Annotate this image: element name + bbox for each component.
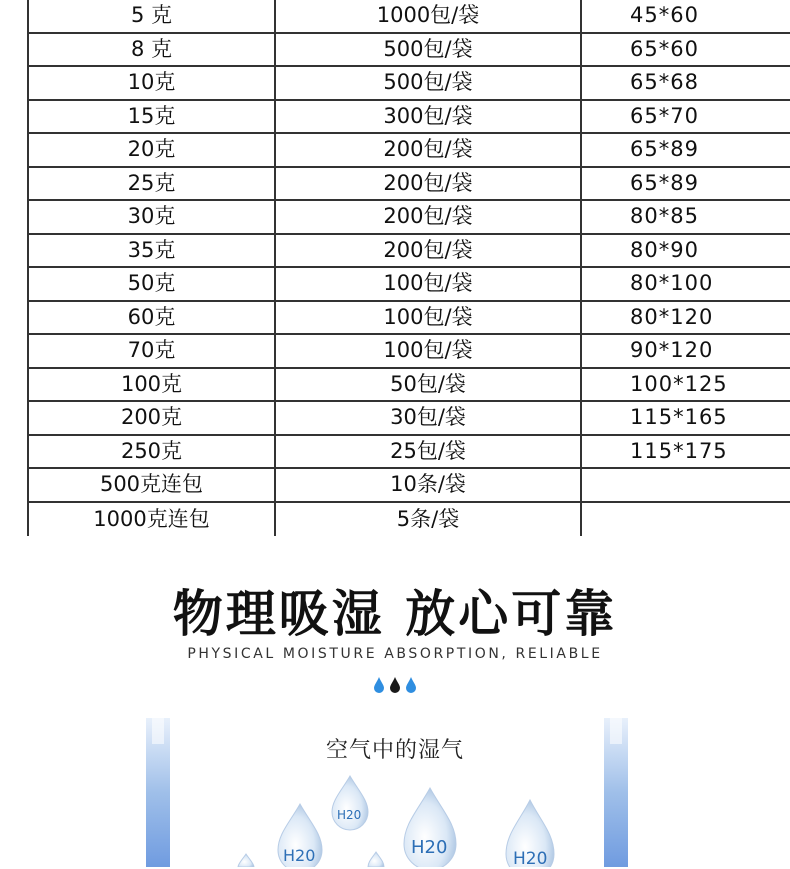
drop-label: H20 bbox=[411, 837, 448, 858]
weight-cell: 10克 bbox=[28, 66, 275, 100]
weight-cell: 5 克 bbox=[28, 0, 275, 33]
pack-count-cell: 100包/袋 bbox=[275, 301, 581, 335]
pack-count-cell: 200包/袋 bbox=[275, 234, 581, 268]
weight-cell: 500克连包 bbox=[28, 468, 275, 502]
pack-count-cell: 50包/袋 bbox=[275, 368, 581, 402]
pack-count-cell: 100包/袋 bbox=[275, 267, 581, 301]
table-row bbox=[28, 100, 790, 134]
pack-count-cell: 30包/袋 bbox=[275, 401, 581, 435]
drop-icons-row bbox=[372, 674, 418, 694]
size-cell: 115*175 bbox=[581, 435, 790, 469]
size-cell: 80*90 bbox=[581, 234, 790, 268]
size-cell: 45*60 bbox=[581, 0, 790, 33]
section-headline: 物理吸湿 放心可靠 bbox=[172, 585, 618, 643]
pack-count-cell: 200包/袋 bbox=[275, 200, 581, 234]
weight-cell: 200克 bbox=[28, 401, 275, 435]
table-row bbox=[28, 334, 790, 368]
drop-label: H20 bbox=[337, 808, 362, 822]
weight-cell: 250克 bbox=[28, 435, 275, 469]
water-drop-icon bbox=[374, 677, 384, 693]
pack-count-cell: 200包/袋 bbox=[275, 133, 581, 167]
weight-cell: 20克 bbox=[28, 133, 275, 167]
weight-cell: 8 克 bbox=[28, 33, 275, 67]
size-cell bbox=[581, 468, 790, 502]
weight-cell: 50克 bbox=[28, 267, 275, 301]
weight-cell: 1000克连包 bbox=[28, 502, 275, 536]
table-row bbox=[28, 234, 790, 268]
pack-count-cell: 300包/袋 bbox=[275, 100, 581, 134]
spec-table bbox=[27, 0, 790, 536]
table-row bbox=[28, 200, 790, 234]
pack-count-cell: 1000包/袋 bbox=[275, 0, 581, 33]
table-row bbox=[28, 267, 790, 301]
size-cell bbox=[581, 502, 790, 536]
table-row bbox=[28, 401, 790, 435]
table-row bbox=[28, 66, 790, 100]
weight-cell: 30克 bbox=[28, 200, 275, 234]
moisture-illustration bbox=[0, 700, 790, 867]
scene-caption: 空气中的湿气 bbox=[325, 738, 464, 763]
weight-cell: 15克 bbox=[28, 100, 275, 134]
table-row bbox=[28, 301, 790, 335]
size-cell: 65*89 bbox=[581, 133, 790, 167]
weight-cell: 70克 bbox=[28, 334, 275, 368]
size-cell: 65*70 bbox=[581, 100, 790, 134]
table-row bbox=[28, 133, 790, 167]
size-cell: 65*89 bbox=[581, 167, 790, 201]
water-drop-icon bbox=[368, 852, 384, 867]
size-cell: 65*60 bbox=[581, 33, 790, 67]
table-row bbox=[28, 435, 790, 469]
pack-count-cell: 500包/袋 bbox=[275, 33, 581, 67]
pack-count-cell: 500包/袋 bbox=[275, 66, 581, 100]
drop-label: H20 bbox=[513, 849, 548, 869]
section-subheadline: PHYSICAL MOISTURE ABSORPTION, RELIABLE bbox=[187, 646, 603, 662]
size-cell: 80*85 bbox=[581, 200, 790, 234]
size-cell: 100*125 bbox=[581, 368, 790, 402]
size-cell: 65*68 bbox=[581, 66, 790, 100]
drop-label: H20 bbox=[283, 846, 316, 865]
table-row bbox=[28, 468, 790, 502]
spec-table-body bbox=[28, 0, 790, 536]
water-drop-icon bbox=[238, 854, 254, 867]
weight-cell: 100克 bbox=[28, 368, 275, 402]
water-drop-icon bbox=[390, 677, 400, 693]
pack-count-cell: 100包/袋 bbox=[275, 334, 581, 368]
table-row bbox=[28, 368, 790, 402]
pack-count-cell: 10条/袋 bbox=[275, 468, 581, 502]
table-row bbox=[28, 167, 790, 201]
table-row bbox=[28, 0, 790, 33]
weight-cell: 35克 bbox=[28, 234, 275, 268]
table-row bbox=[28, 33, 790, 67]
size-cell: 80*100 bbox=[581, 267, 790, 301]
weight-cell: 25克 bbox=[28, 167, 275, 201]
table-row bbox=[28, 502, 790, 536]
pack-count-cell: 200包/袋 bbox=[275, 167, 581, 201]
weight-cell: 60克 bbox=[28, 301, 275, 335]
size-cell: 115*165 bbox=[581, 401, 790, 435]
pack-count-cell: 5条/袋 bbox=[275, 502, 581, 536]
pack-count-cell: 25包/袋 bbox=[275, 435, 581, 469]
size-cell: 80*120 bbox=[581, 301, 790, 335]
size-cell: 90*120 bbox=[581, 334, 790, 368]
water-drop-icon bbox=[406, 677, 416, 693]
